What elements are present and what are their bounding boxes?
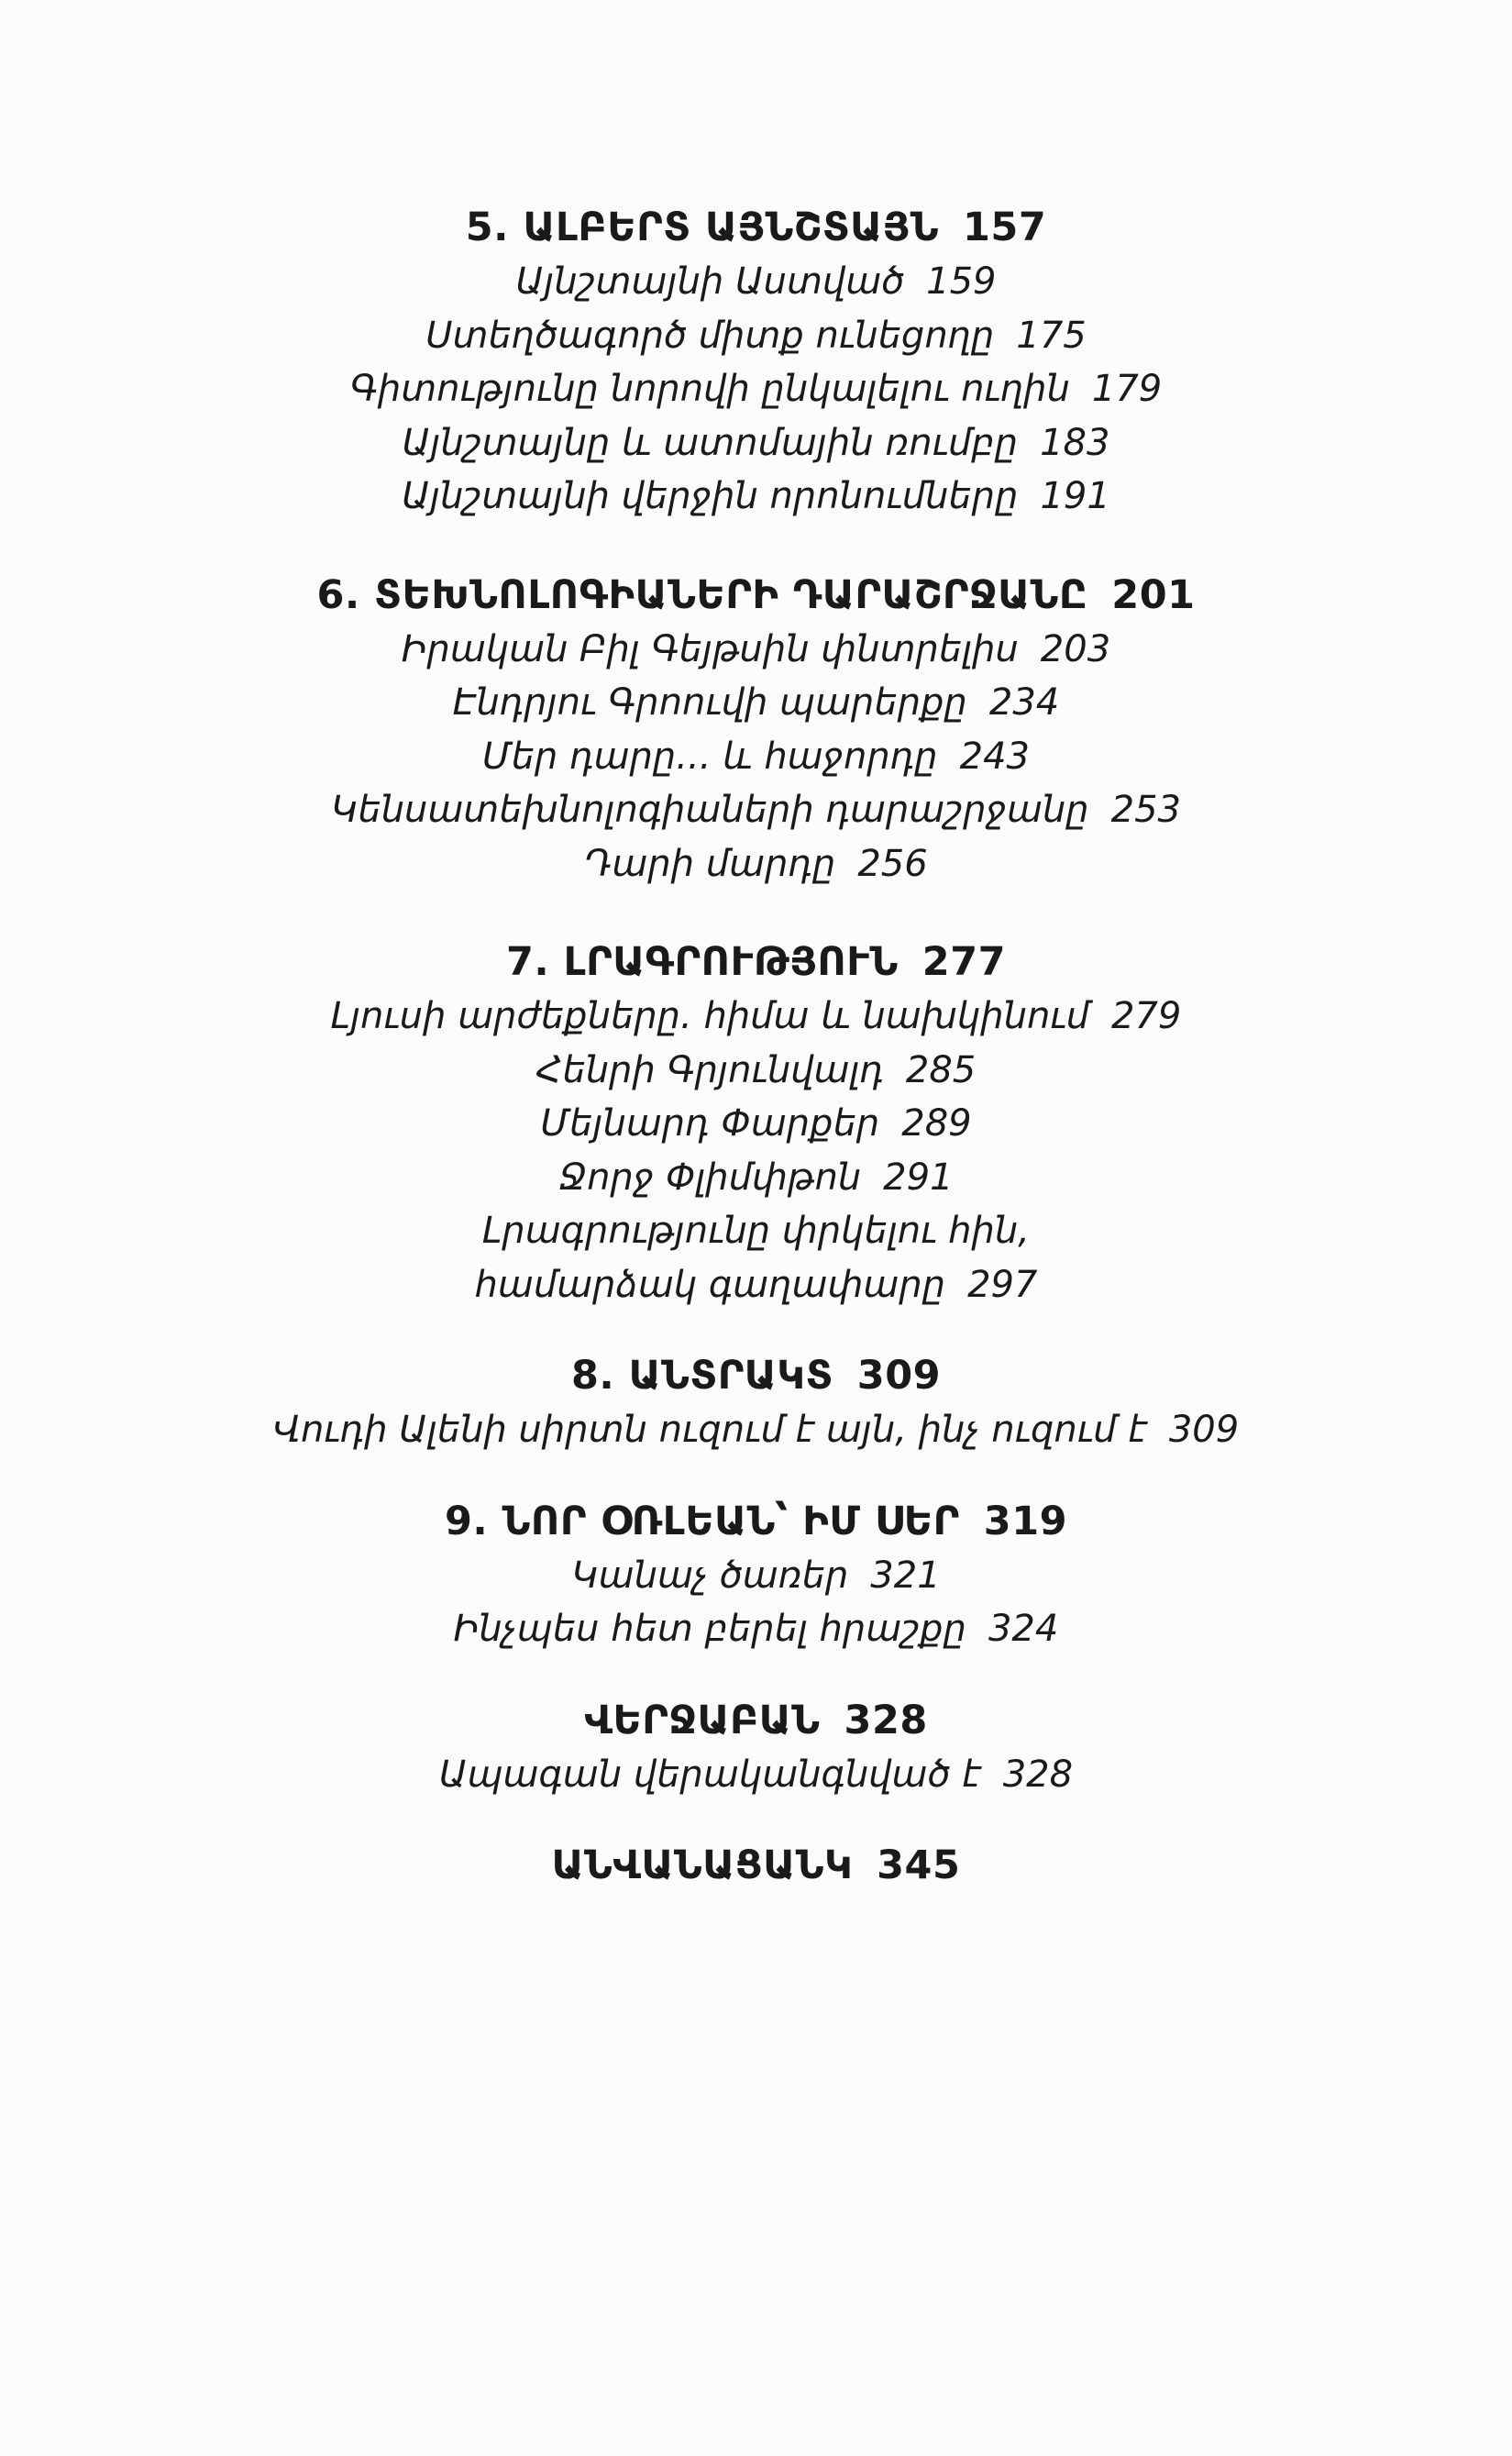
entry-title: Լյուսի արժեքները. հիմա և նախկինում bbox=[330, 995, 1090, 1037]
section-heading bbox=[0, 1494, 1512, 1549]
entry-title: Լրագրությունը փրկելու հին, bbox=[482, 1210, 1030, 1252]
toc-entry bbox=[0, 676, 1512, 730]
section-heading bbox=[0, 200, 1512, 255]
toc-entry bbox=[0, 470, 1512, 524]
toc-section-5 bbox=[0, 200, 1512, 524]
section-heading bbox=[0, 1838, 1512, 1893]
section-page-number: 345 bbox=[877, 1842, 961, 1888]
toc-entry bbox=[0, 1549, 1512, 1603]
entry-title: Ջորջ Փլիմփթոն bbox=[558, 1156, 862, 1199]
entry-page-number: 203 bbox=[1040, 627, 1111, 670]
entry-title: Մեյնարդ Փարքեր bbox=[540, 1102, 880, 1145]
section-heading bbox=[0, 1348, 1512, 1403]
entry-page-number: 289 bbox=[901, 1102, 972, 1145]
entry-title: Ստեղծագործ միտք ունեցողը bbox=[425, 314, 995, 357]
toc-section-8 bbox=[0, 1348, 1512, 1457]
section-title: ԱՆՎԱՆԱՑԱՆԿ bbox=[551, 1842, 854, 1888]
entry-title: Գիտությունը նորովի ընկալելու ուղին bbox=[349, 368, 1070, 410]
section-title: ՎԵՐՋԱԲԱՆ bbox=[584, 1697, 821, 1743]
toc-entry bbox=[0, 362, 1512, 416]
section-spacer bbox=[0, 891, 1512, 935]
section-heading bbox=[0, 1693, 1512, 1748]
entry-title: Ապագան վերականգնված է bbox=[438, 1753, 981, 1796]
entry-page-number: 234 bbox=[988, 681, 1060, 724]
entry-title: Իրական Բիլ Գեյթսին փնտրելիս bbox=[401, 627, 1019, 670]
entry-title: Հենրի Գրյունվալդ bbox=[535, 1048, 884, 1091]
entry-title: Այնշտայնը և ատոմային ռումբը bbox=[402, 421, 1019, 464]
toc-entry bbox=[0, 309, 1512, 363]
entry-title: Այնշտայնի Աստված bbox=[515, 260, 905, 303]
toc-entry bbox=[0, 730, 1512, 784]
entry-title: Կանաչ ծառեր bbox=[571, 1554, 849, 1597]
toc-section-7 bbox=[0, 935, 1512, 1311]
section-page-number: 277 bbox=[922, 939, 1007, 985]
section-spacer bbox=[0, 1656, 1512, 1693]
entry-page-number: 279 bbox=[1111, 995, 1182, 1037]
entry-page-number: 256 bbox=[857, 842, 928, 885]
section-spacer bbox=[0, 1457, 1512, 1494]
entry-page-number: 328 bbox=[1002, 1753, 1074, 1796]
entry-title: Այնշտայնի վերջին որոնումները bbox=[402, 475, 1019, 517]
entry-title: համարձակ գաղափարը bbox=[474, 1263, 946, 1306]
entry-page-number: 321 bbox=[870, 1554, 941, 1597]
entry-title: Էնդրյու Գրոուվի պարերքը bbox=[452, 681, 967, 724]
section-page-number: 319 bbox=[983, 1498, 1068, 1544]
section-page-number: 328 bbox=[844, 1697, 928, 1743]
toc-section-epilogue bbox=[0, 1693, 1512, 1802]
section-title: 9. ՆՈՐ ՕՌԼԵԱՆ՝ ԻՄ ՍԵՐ bbox=[444, 1498, 960, 1544]
entry-page-number: 243 bbox=[959, 735, 1030, 778]
toc-entry bbox=[0, 1258, 1512, 1312]
entry-page-number: 179 bbox=[1091, 368, 1163, 410]
toc-entry bbox=[0, 783, 1512, 837]
entry-page-number: 253 bbox=[1110, 789, 1181, 831]
entry-page-number: 183 bbox=[1040, 421, 1110, 464]
entry-title: Կենսատեխնոլոգիաների դարաշրջանը bbox=[331, 789, 1089, 831]
section-title: 6. ՏԵԽՆՈԼՈԳԻԱՆԵՐԻ ԴԱՐԱՇՐՋԱՆԸ bbox=[316, 571, 1088, 618]
toc-section-index bbox=[0, 1838, 1512, 1893]
section-page-number: 201 bbox=[1111, 571, 1196, 618]
toc-entry bbox=[0, 416, 1512, 470]
toc-entry bbox=[0, 1097, 1512, 1151]
entry-page-number: 324 bbox=[988, 1608, 1059, 1650]
entry-title: Վուդի Ալենի սիրտն ուզում է այն, ինչ ուզում է bbox=[272, 1409, 1147, 1451]
entry-page-number: 175 bbox=[1016, 314, 1087, 357]
entry-page-number: 191 bbox=[1040, 475, 1110, 517]
toc-entry bbox=[0, 1204, 1512, 1258]
entry-page-number: 159 bbox=[926, 260, 997, 303]
section-title: 7. ԼՐԱԳՐՈՒԹՅՈՒՆ bbox=[505, 939, 899, 985]
entry-title: Մեր դարը... և հաջորդը bbox=[482, 735, 938, 778]
section-page-number: 309 bbox=[856, 1353, 942, 1399]
entry-page-number: 297 bbox=[967, 1263, 1038, 1306]
section-page-number: 157 bbox=[962, 205, 1047, 250]
entry-page-number: 309 bbox=[1168, 1409, 1240, 1451]
toc-entry bbox=[0, 1151, 1512, 1205]
toc-section-6 bbox=[0, 568, 1512, 891]
entry-page-number: 291 bbox=[883, 1156, 954, 1199]
section-title: 8. ԱՆՏՐԱԿՏ bbox=[570, 1353, 833, 1399]
entry-title: Ինչպես հետ բերել հրաշքը bbox=[453, 1608, 966, 1650]
toc-entry bbox=[0, 1748, 1512, 1802]
toc-entry bbox=[0, 990, 1512, 1044]
section-heading bbox=[0, 935, 1512, 990]
toc-entry bbox=[0, 623, 1512, 677]
section-spacer bbox=[0, 524, 1512, 568]
toc-entry bbox=[0, 837, 1512, 891]
toc-section-9 bbox=[0, 1494, 1512, 1656]
section-heading bbox=[0, 568, 1512, 623]
toc-entry bbox=[0, 255, 1512, 309]
section-spacer bbox=[0, 1311, 1512, 1348]
section-spacer bbox=[0, 1801, 1512, 1838]
toc-entry bbox=[0, 1602, 1512, 1656]
toc-entry bbox=[0, 1044, 1512, 1098]
entry-page-number: 285 bbox=[905, 1048, 977, 1091]
toc-entry bbox=[0, 1403, 1512, 1457]
entry-title: Դարի մարդը bbox=[584, 842, 836, 885]
section-title: 5. ԱԼԲԵՐՏ ԱՅՆՇՏԱՅՆ bbox=[465, 205, 939, 250]
table-of-contents bbox=[0, 200, 1512, 1893]
